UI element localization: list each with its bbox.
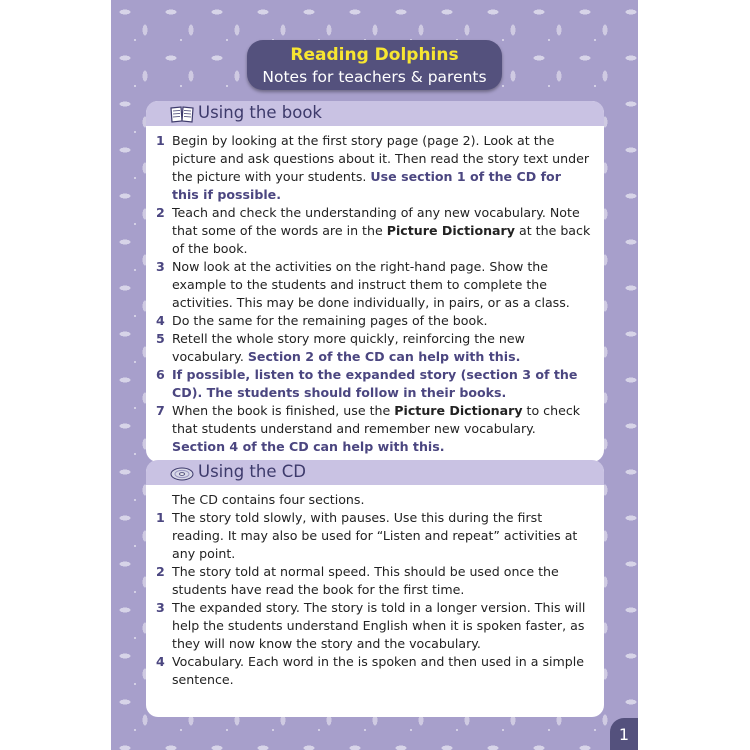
list-item (156, 509, 592, 563)
cd-icon (170, 464, 194, 482)
cd-intro: The CD contains four sections. (172, 492, 365, 507)
page (111, 0, 638, 750)
series-title: Reading Dolphins (290, 45, 459, 65)
list-item (156, 599, 592, 653)
using-the-cd-panel (146, 460, 604, 717)
panel-header (146, 101, 604, 126)
list-item (156, 366, 592, 402)
section-text: Vocabulary. Each word in the is spoken and then used in a simple sentence. (172, 654, 585, 687)
list-item (156, 132, 592, 204)
step-number: 5 (156, 331, 165, 346)
list-item (156, 258, 592, 312)
open-book-icon (170, 105, 194, 123)
section-text: The expanded story. The story is told in a longer version. This will help the students understand English when it is spoken faster, as they will now know the story and the vocabulary. (172, 600, 586, 651)
panel-header (146, 460, 604, 485)
step-number: 2 (156, 205, 165, 220)
using-the-book-panel (146, 101, 604, 462)
list-item (156, 563, 592, 599)
step-text: Begin by looking at the first story page (page 2). Look at the picture and ask questions about it. Then read the story text under the picture with your students. (172, 133, 590, 184)
step-number: 1 (156, 133, 165, 148)
step-number: 3 (156, 259, 165, 274)
subtitle: Notes for teachers & parents (262, 68, 487, 86)
section-heading: Using the CD (198, 462, 306, 481)
section-number: 2 (156, 564, 165, 579)
cd-sections-list (146, 485, 604, 717)
step-text: When the book is finished, use the (172, 403, 395, 418)
picture-dictionary-term: Picture Dictionary (386, 223, 515, 238)
step-text: at the back of the book. (172, 223, 591, 256)
section-number: 3 (156, 600, 165, 615)
section-text: The story told at normal speed. This should be used once the students have read the book for the first time. (172, 564, 559, 597)
step-text: Retell the whole story more quickly, reinforcing the new vocabulary. (172, 331, 525, 364)
list-item (156, 653, 592, 689)
step-number: 7 (156, 403, 165, 418)
list-item (156, 402, 592, 456)
step-number: 6 (156, 367, 165, 382)
section-text: The story told slowly, with pauses. Use this during the first reading. It may also be used for “Listen and repeat” activities at any point. (172, 510, 578, 561)
cd-tip: Use section 1 of the CD for this if possible. (172, 169, 561, 202)
list-item (156, 330, 592, 366)
page-number: 1 (610, 718, 638, 750)
section-number: 1 (156, 510, 165, 525)
cd-tip: Section 4 of the CD can help with this. (172, 439, 445, 454)
section-number: 4 (156, 654, 165, 669)
title-box (247, 40, 502, 90)
section-heading: Using the book (198, 103, 322, 122)
step-text: Teach and check the understanding of any new vocabulary. Note that some of the words are in the (172, 205, 580, 238)
list-item (156, 312, 592, 330)
book-steps-list (146, 126, 604, 462)
step-text: Do the same for the remaining pages of the book. (172, 313, 488, 328)
picture-dictionary-term: Picture Dictionary (394, 403, 523, 418)
cd-tip: Section 2 of the CD can help with this. (247, 349, 521, 364)
step-number: 4 (156, 313, 165, 328)
cd-tip: If possible, listen to the expanded story (section 3 of the CD). The students should follow in their books. (172, 367, 578, 400)
step-text: to check that students understand and remember new vocabulary. (172, 403, 581, 436)
list-item (156, 204, 592, 258)
step-text: Now look at the activities on the right-hand page. Show the example to the students and instruct them to complete the activities. This may be done individually, in pairs, or as a class. (172, 259, 570, 310)
